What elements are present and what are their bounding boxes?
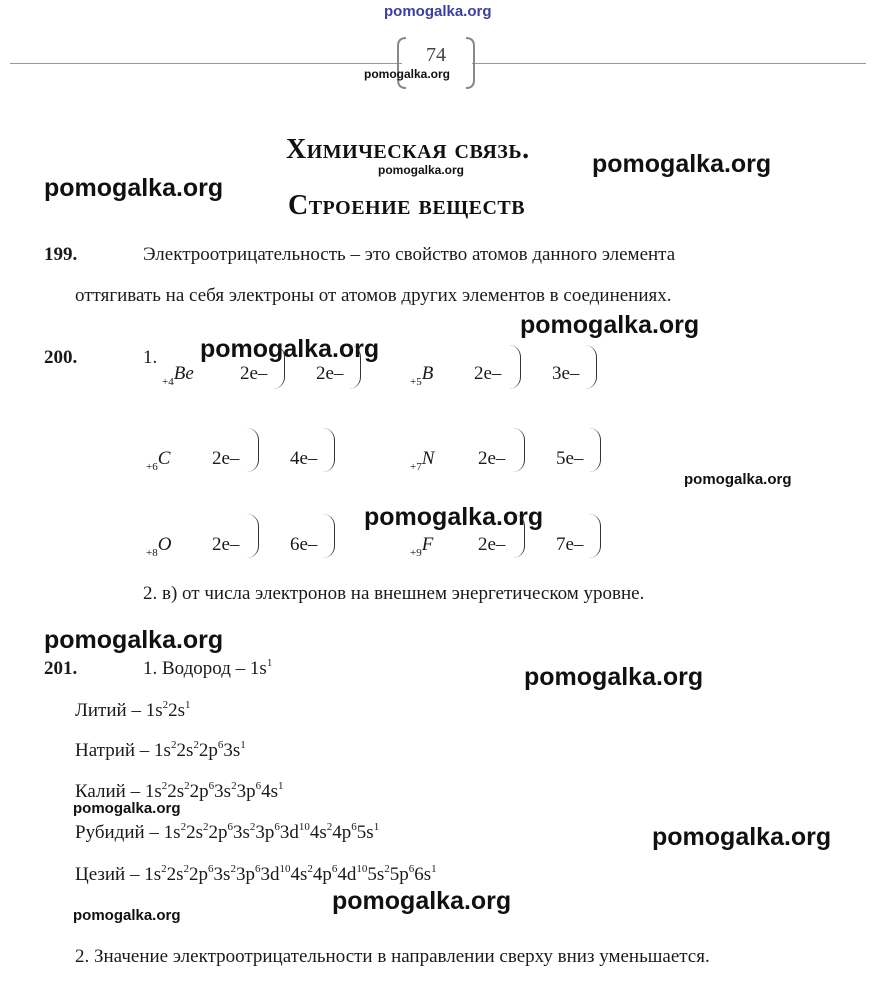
watermark: pomogalka.org — [652, 823, 832, 851]
electron-count: 2 — [249, 821, 256, 833]
page-number-frame — [396, 36, 476, 90]
watermark: pomogalka.org — [378, 163, 465, 177]
question-number-200: 200. — [44, 347, 78, 368]
page-title-line1: Химическая связь. — [286, 134, 530, 165]
orbital: 4s — [261, 781, 278, 802]
orbital: 1s — [144, 864, 162, 885]
page-number: 74 — [426, 44, 446, 66]
shell-arc — [512, 428, 525, 472]
watermark: pomogalka.org — [364, 67, 451, 81]
q201-item2: 2. Значение электроотрицательности в направлении сверху вниз уменьшается. — [75, 946, 710, 967]
header-rule-right — [472, 63, 866, 64]
orbital: 2s — [168, 700, 186, 721]
electron-count: 2 — [193, 739, 199, 751]
q199-text-line2: оттягивать на себя электроны от атомов других элементов в соединениях. — [75, 285, 672, 306]
shell-label: 2e– — [212, 534, 240, 555]
electron-count: 10 — [279, 863, 291, 875]
q200-item1-label: 1. — [143, 347, 158, 368]
electron-count: 6 — [217, 739, 224, 751]
shell-arc — [272, 345, 285, 389]
orbital: 2p — [198, 740, 218, 761]
shell-arc — [588, 514, 601, 558]
question-number-199: 199. — [44, 244, 78, 265]
atom-be: $_{+4}$Be — [162, 363, 194, 388]
electron-count: 2 — [184, 780, 190, 792]
config-line — [75, 822, 379, 844]
electron-count: 2 — [170, 739, 177, 751]
electron-count: 6 — [331, 863, 338, 875]
orbital: 6s — [414, 864, 432, 885]
orbital: 3d — [279, 822, 299, 843]
orbital: 1s — [154, 740, 171, 761]
q199-text-line1: Электроотрицательность – это свойство атомов данного элемента — [143, 244, 676, 265]
element-name: Рубидий – — [75, 822, 164, 843]
shell-label: 2e– — [212, 448, 240, 469]
element-name: 1. Водород – — [143, 658, 250, 679]
element-name: Цезий – — [75, 864, 145, 885]
config-line — [75, 864, 437, 886]
orbital: 3d — [260, 864, 280, 885]
shell-arc — [322, 428, 335, 472]
electron-count: 6 — [208, 780, 215, 792]
watermark: pomogalka.org — [73, 800, 181, 817]
electron-count: 2 — [307, 863, 313, 875]
shell-arc — [322, 514, 335, 558]
orbital: 4s — [309, 822, 327, 843]
atom-n: $_{+7}$N — [410, 448, 435, 473]
orbital: 2p — [208, 822, 228, 843]
watermark: pomogalka.org — [524, 663, 704, 691]
watermark: pomogalka.org — [44, 626, 224, 654]
orbital: 5s — [356, 822, 374, 843]
electron-count: 1 — [431, 863, 437, 875]
orbital: 2s — [186, 822, 203, 843]
config-line — [75, 700, 191, 722]
electron-count: 2 — [202, 821, 209, 833]
electron-count: 2 — [326, 821, 333, 833]
shell-label: 2e– — [240, 363, 268, 384]
shell-arc — [588, 428, 601, 472]
shell-label: 4e– — [290, 448, 318, 469]
watermark: pomogalka.org — [73, 907, 181, 924]
orbital: 1s — [144, 781, 162, 802]
orbital: 5s — [367, 864, 385, 885]
atom-f: $_{+9}$F — [410, 534, 434, 559]
orbital: 3p — [235, 864, 255, 885]
orbital: 4d — [337, 864, 357, 885]
orbital: 2p — [189, 864, 209, 885]
config-line — [75, 740, 246, 762]
shell-label: 2e– — [316, 363, 344, 384]
electron-count: 2 — [161, 863, 167, 875]
q200-item2: 2. в) от числа электронов на внешнем энергетическом уровне. — [143, 583, 645, 604]
orbital: 5p — [389, 864, 409, 885]
shell-arc — [512, 514, 525, 558]
element-name: Калий – — [75, 781, 145, 802]
shell-arc — [246, 514, 259, 558]
shell-label: 5e– — [556, 448, 584, 469]
orbital: 4p — [332, 822, 352, 843]
question-number-201: 201. — [44, 658, 78, 679]
shell-label: 2e– — [478, 448, 506, 469]
shell-label: 2e– — [474, 363, 502, 384]
orbital: 4s — [290, 864, 308, 885]
orbital: 3s — [213, 864, 231, 885]
watermark-top: pomogalka.org — [384, 3, 492, 20]
electron-count: 6 — [255, 780, 262, 792]
electron-count: 2 — [162, 699, 169, 711]
electron-count: 6 — [208, 863, 214, 875]
electron-count: 1 — [373, 821, 380, 833]
atom-c: $_{+6}$C — [146, 448, 171, 473]
watermark: pomogalka.org — [200, 335, 380, 363]
element-name: Литий – — [75, 700, 146, 721]
electron-count: 10 — [298, 821, 310, 833]
electron-count: 6 — [227, 821, 233, 833]
atom-b: $_{+5}$B — [410, 363, 434, 388]
electron-count: 6 — [351, 821, 357, 833]
electron-count: 1 — [240, 739, 246, 751]
electron-count: 2 — [231, 780, 237, 792]
watermark: pomogalka.org — [684, 471, 792, 488]
watermark: pomogalka.org — [332, 887, 512, 915]
shell-arc — [508, 345, 521, 389]
orbital: 3p — [236, 781, 256, 802]
electron-count: 2 — [180, 821, 187, 833]
watermark: pomogalka.org — [44, 174, 224, 202]
orbital: 2s — [166, 864, 184, 885]
orbital: 2s — [167, 781, 185, 802]
orbital: 3s — [232, 822, 250, 843]
shell-label: 3e– — [552, 363, 580, 384]
shell-label: 7e– — [556, 534, 584, 555]
shell-label: 2e– — [478, 534, 506, 555]
shell-arc — [348, 345, 361, 389]
orbital: 3p — [255, 822, 275, 843]
config-line — [143, 658, 272, 680]
electron-count: 1 — [277, 780, 284, 792]
electron-count: 2 — [384, 863, 390, 875]
page-title-line2: Строение веществ — [288, 190, 526, 221]
atom-o: $_{+8}$O — [146, 534, 172, 559]
electron-count: 6 — [274, 821, 280, 833]
electron-count: 1 — [266, 657, 273, 669]
electron-count: 1 — [185, 699, 191, 711]
electron-count: 2 — [183, 863, 190, 875]
electron-count: 2 — [161, 780, 168, 792]
orbital: 4p — [312, 864, 332, 885]
watermark: pomogalka.org — [364, 503, 544, 531]
header-rule-left — [10, 63, 402, 64]
electron-count: 6 — [408, 863, 415, 875]
shell-arc — [246, 428, 259, 472]
orbital: 3s — [214, 781, 232, 802]
electron-count: 2 — [230, 863, 236, 875]
watermark: pomogalka.org — [592, 150, 772, 178]
watermark: pomogalka.org — [520, 311, 700, 339]
orbital: 1s — [163, 822, 181, 843]
electron-count: 10 — [356, 863, 368, 875]
orbital: 2s — [176, 740, 194, 761]
orbital: 2p — [189, 781, 209, 802]
shell-label: 6e– — [290, 534, 318, 555]
shell-arc — [584, 345, 597, 389]
element-name: Натрий – — [75, 740, 155, 761]
orbital: 1s — [249, 658, 267, 679]
electron-count: 6 — [254, 863, 261, 875]
orbital: 1s — [145, 700, 163, 721]
orbital: 3s — [223, 740, 241, 761]
